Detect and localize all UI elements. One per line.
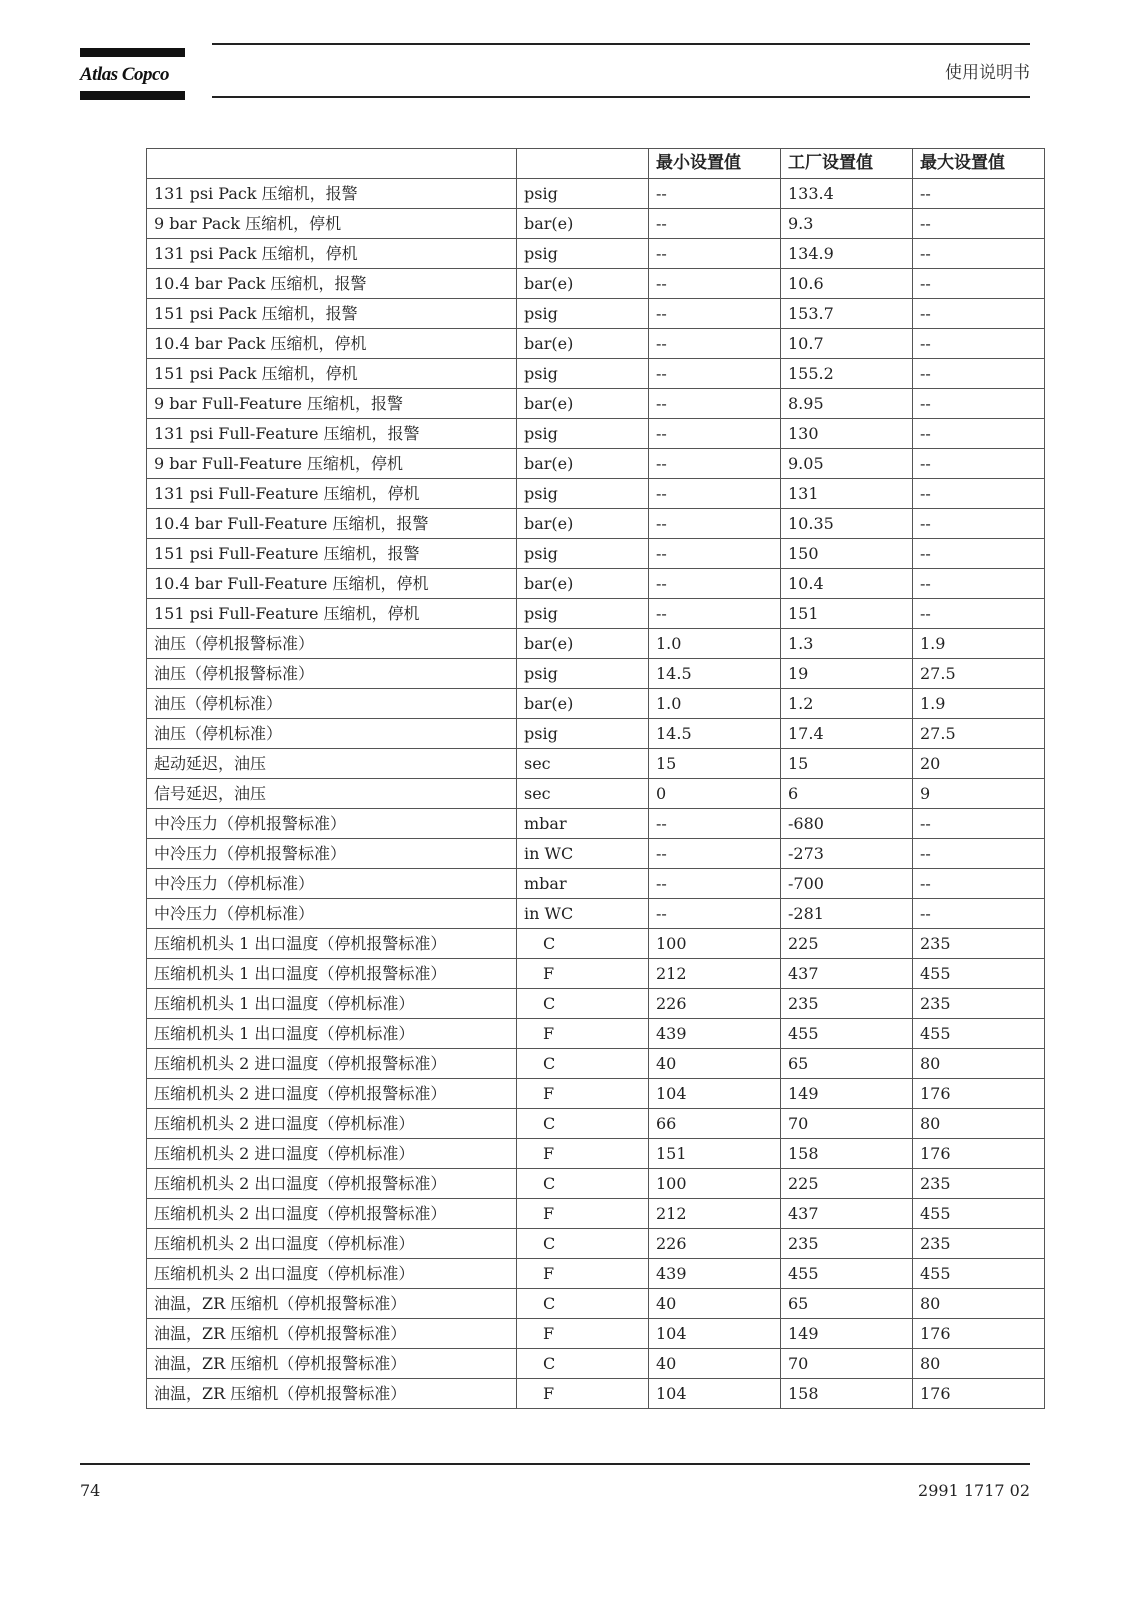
cell-min: 40 bbox=[649, 1349, 781, 1379]
table-row bbox=[147, 1049, 1045, 1079]
cell-factory: 437 bbox=[781, 959, 913, 989]
cell-unit: sec bbox=[517, 779, 649, 809]
cell-min: 14.5 bbox=[649, 659, 781, 689]
cell-max: 176 bbox=[913, 1139, 1045, 1169]
cell-min: -- bbox=[649, 329, 781, 359]
cell-max: -- bbox=[913, 389, 1045, 419]
cell-parameter: 中冷压力（停机报警标准） bbox=[147, 839, 517, 869]
cell-min: -- bbox=[649, 269, 781, 299]
cell-max: -- bbox=[913, 419, 1045, 449]
cell-max: -- bbox=[913, 329, 1045, 359]
cell-unit: F bbox=[517, 1259, 649, 1289]
cell-unit: psig bbox=[517, 599, 649, 629]
cell-unit: psig bbox=[517, 479, 649, 509]
table-row bbox=[147, 779, 1045, 809]
cell-max: -- bbox=[913, 209, 1045, 239]
cell-min: 226 bbox=[649, 989, 781, 1019]
cell-unit: C bbox=[517, 1049, 649, 1079]
cell-unit: psig bbox=[517, 179, 649, 209]
table-row bbox=[147, 899, 1045, 929]
cell-factory: 1.3 bbox=[781, 629, 913, 659]
logo-bar-top bbox=[80, 48, 185, 57]
cell-unit: C bbox=[517, 1109, 649, 1139]
table-row bbox=[147, 269, 1045, 299]
cell-parameter: 9 bar Full-Feature 压缩机，报警 bbox=[147, 389, 517, 419]
cell-min: -- bbox=[649, 299, 781, 329]
cell-factory: 155.2 bbox=[781, 359, 913, 389]
cell-max: -- bbox=[913, 869, 1045, 899]
cell-max: -- bbox=[913, 479, 1045, 509]
cell-parameter: 压缩机机头 2 进口温度（停机标准） bbox=[147, 1109, 517, 1139]
cell-unit: mbar bbox=[517, 869, 649, 899]
cell-max: -- bbox=[913, 359, 1045, 389]
header-rule-bottom bbox=[212, 96, 1030, 98]
cell-unit: bar(e) bbox=[517, 509, 649, 539]
cell-factory: -700 bbox=[781, 869, 913, 899]
cell-unit: bar(e) bbox=[517, 689, 649, 719]
cell-unit: C bbox=[517, 1229, 649, 1259]
cell-max: 27.5 bbox=[913, 719, 1045, 749]
cell-unit: C bbox=[517, 929, 649, 959]
cell-unit: C bbox=[517, 1349, 649, 1379]
table-row bbox=[147, 449, 1045, 479]
cell-min: -- bbox=[649, 539, 781, 569]
table-row bbox=[147, 1229, 1045, 1259]
cell-min: -- bbox=[649, 179, 781, 209]
cell-max: 176 bbox=[913, 1079, 1045, 1109]
table-row bbox=[147, 509, 1045, 539]
logo-wordmark: Atlas Copco bbox=[80, 64, 169, 85]
cell-max: 1.9 bbox=[913, 629, 1045, 659]
cell-unit: C bbox=[517, 1289, 649, 1319]
cell-min: -- bbox=[649, 809, 781, 839]
table-row bbox=[147, 1379, 1045, 1409]
cell-max: -- bbox=[913, 509, 1045, 539]
cell-min: -- bbox=[649, 239, 781, 269]
header-parameter bbox=[147, 149, 517, 179]
table-row bbox=[147, 539, 1045, 569]
cell-max: 27.5 bbox=[913, 659, 1045, 689]
cell-factory: 10.7 bbox=[781, 329, 913, 359]
cell-unit: in WC bbox=[517, 899, 649, 929]
cell-parameter: 压缩机机头 1 出口温度（停机报警标准） bbox=[147, 929, 517, 959]
cell-parameter: 151 psi Pack 压缩机，停机 bbox=[147, 359, 517, 389]
cell-unit: C bbox=[517, 989, 649, 1019]
cell-min: 100 bbox=[649, 929, 781, 959]
table-row bbox=[147, 479, 1045, 509]
cell-max: 455 bbox=[913, 1019, 1045, 1049]
cell-parameter: 油温，ZR 压缩机（停机报警标准） bbox=[147, 1289, 517, 1319]
cell-min: -- bbox=[649, 839, 781, 869]
table-row bbox=[147, 1139, 1045, 1169]
table-row bbox=[147, 1019, 1045, 1049]
cell-max: 80 bbox=[913, 1049, 1045, 1079]
cell-max: 235 bbox=[913, 1169, 1045, 1199]
table-row bbox=[147, 209, 1045, 239]
header-min-setting: 最小设置值 bbox=[649, 149, 781, 179]
page-number: 74 bbox=[80, 1481, 101, 1500]
cell-factory: 8.95 bbox=[781, 389, 913, 419]
table-row bbox=[147, 929, 1045, 959]
cell-min: 1.0 bbox=[649, 689, 781, 719]
cell-factory: 133.4 bbox=[781, 179, 913, 209]
cell-unit: bar(e) bbox=[517, 569, 649, 599]
cell-unit: psig bbox=[517, 239, 649, 269]
table-row bbox=[147, 599, 1045, 629]
cell-factory: 15 bbox=[781, 749, 913, 779]
cell-min: 212 bbox=[649, 959, 781, 989]
table-row bbox=[147, 1079, 1045, 1109]
table-row bbox=[147, 959, 1045, 989]
cell-min: 15 bbox=[649, 749, 781, 779]
cell-min: -- bbox=[649, 209, 781, 239]
document-number: 2991 1717 02 bbox=[918, 1481, 1030, 1500]
cell-unit: psig bbox=[517, 719, 649, 749]
table-row bbox=[147, 389, 1045, 419]
cell-max: 235 bbox=[913, 989, 1045, 1019]
cell-max: 80 bbox=[913, 1109, 1045, 1139]
cell-parameter: 压缩机机头 2 出口温度（停机报警标准） bbox=[147, 1199, 517, 1229]
cell-max: -- bbox=[913, 449, 1045, 479]
cell-factory: 134.9 bbox=[781, 239, 913, 269]
cell-max: 455 bbox=[913, 1199, 1045, 1229]
cell-min: 1.0 bbox=[649, 629, 781, 659]
cell-unit: sec bbox=[517, 749, 649, 779]
cell-factory: 149 bbox=[781, 1319, 913, 1349]
cell-parameter: 中冷压力（停机标准） bbox=[147, 899, 517, 929]
cell-min: 104 bbox=[649, 1379, 781, 1409]
cell-parameter: 压缩机机头 2 进口温度（停机标准） bbox=[147, 1139, 517, 1169]
cell-parameter: 131 psi Full-Feature 压缩机，报警 bbox=[147, 419, 517, 449]
cell-min: -- bbox=[649, 509, 781, 539]
cell-min: 0 bbox=[649, 779, 781, 809]
table-header-row bbox=[147, 149, 1045, 179]
cell-factory: 149 bbox=[781, 1079, 913, 1109]
table-row bbox=[147, 719, 1045, 749]
cell-factory: 9.05 bbox=[781, 449, 913, 479]
cell-min: 439 bbox=[649, 1259, 781, 1289]
cell-factory: 437 bbox=[781, 1199, 913, 1229]
cell-min: -- bbox=[649, 359, 781, 389]
cell-factory: 235 bbox=[781, 989, 913, 1019]
cell-parameter: 压缩机机头 1 出口温度（停机报警标准） bbox=[147, 959, 517, 989]
cell-min: 104 bbox=[649, 1319, 781, 1349]
cell-parameter: 9 bar Full-Feature 压缩机，停机 bbox=[147, 449, 517, 479]
cell-unit: in WC bbox=[517, 839, 649, 869]
cell-factory: 70 bbox=[781, 1109, 913, 1139]
cell-factory: 65 bbox=[781, 1289, 913, 1319]
cell-parameter: 压缩机机头 2 进口温度（停机报警标准） bbox=[147, 1049, 517, 1079]
cell-min: 100 bbox=[649, 1169, 781, 1199]
cell-parameter: 10.4 bar Pack 压缩机，停机 bbox=[147, 329, 517, 359]
cell-min: 439 bbox=[649, 1019, 781, 1049]
cell-parameter: 油温，ZR 压缩机（停机报警标准） bbox=[147, 1379, 517, 1409]
cell-parameter: 油压（停机标准） bbox=[147, 719, 517, 749]
cell-parameter: 中冷压力（停机报警标准） bbox=[147, 809, 517, 839]
cell-min: 226 bbox=[649, 1229, 781, 1259]
cell-unit: F bbox=[517, 1319, 649, 1349]
cell-min: 104 bbox=[649, 1079, 781, 1109]
cell-min: 151 bbox=[649, 1139, 781, 1169]
cell-parameter: 131 psi Pack 压缩机，停机 bbox=[147, 239, 517, 269]
cell-parameter: 151 psi Full-Feature 压缩机，报警 bbox=[147, 539, 517, 569]
cell-min: 40 bbox=[649, 1289, 781, 1319]
table-row bbox=[147, 989, 1045, 1019]
cell-max: -- bbox=[913, 179, 1045, 209]
cell-parameter: 信号延迟，油压 bbox=[147, 779, 517, 809]
cell-max: -- bbox=[913, 599, 1045, 629]
cell-min: -- bbox=[649, 419, 781, 449]
cell-unit: bar(e) bbox=[517, 449, 649, 479]
cell-parameter: 起动延迟，油压 bbox=[147, 749, 517, 779]
cell-parameter: 10.4 bar Full-Feature 压缩机，报警 bbox=[147, 509, 517, 539]
cell-factory: 150 bbox=[781, 539, 913, 569]
cell-max: -- bbox=[913, 299, 1045, 329]
cell-unit: bar(e) bbox=[517, 629, 649, 659]
cell-unit: mbar bbox=[517, 809, 649, 839]
cell-factory: 153.7 bbox=[781, 299, 913, 329]
cell-unit: F bbox=[517, 1139, 649, 1169]
cell-max: 1.9 bbox=[913, 689, 1045, 719]
header-factory-setting: 工厂设置值 bbox=[781, 149, 913, 179]
cell-parameter: 压缩机机头 1 出口温度（停机标准） bbox=[147, 1019, 517, 1049]
table-row bbox=[147, 419, 1045, 449]
cell-unit: F bbox=[517, 959, 649, 989]
cell-unit: bar(e) bbox=[517, 209, 649, 239]
table-row bbox=[147, 869, 1045, 899]
cell-parameter: 压缩机机头 2 出口温度（停机标准） bbox=[147, 1229, 517, 1259]
header-max-setting: 最大设置值 bbox=[913, 149, 1045, 179]
cell-parameter: 油压（停机报警标准） bbox=[147, 629, 517, 659]
cell-min: 14.5 bbox=[649, 719, 781, 749]
cell-factory: 70 bbox=[781, 1349, 913, 1379]
cell-factory: 455 bbox=[781, 1259, 913, 1289]
table-row bbox=[147, 1289, 1045, 1319]
cell-max: -- bbox=[913, 839, 1045, 869]
cell-max: 20 bbox=[913, 749, 1045, 779]
table-row bbox=[147, 1199, 1045, 1229]
settings-table bbox=[146, 148, 1045, 1409]
cell-parameter: 9 bar Pack 压缩机，停机 bbox=[147, 209, 517, 239]
table-row bbox=[147, 1349, 1045, 1379]
atlas-copco-logo bbox=[80, 48, 185, 100]
cell-factory: 10.35 bbox=[781, 509, 913, 539]
cell-max: 9 bbox=[913, 779, 1045, 809]
cell-unit: F bbox=[517, 1199, 649, 1229]
cell-unit: bar(e) bbox=[517, 389, 649, 419]
table-row bbox=[147, 329, 1045, 359]
cell-factory: -273 bbox=[781, 839, 913, 869]
cell-factory: 130 bbox=[781, 419, 913, 449]
cell-unit: bar(e) bbox=[517, 269, 649, 299]
cell-max: 235 bbox=[913, 929, 1045, 959]
cell-max: -- bbox=[913, 809, 1045, 839]
cell-factory: 455 bbox=[781, 1019, 913, 1049]
cell-factory: 225 bbox=[781, 929, 913, 959]
cell-max: -- bbox=[913, 569, 1045, 599]
table-row bbox=[147, 629, 1045, 659]
cell-max: 80 bbox=[913, 1349, 1045, 1379]
cell-parameter: 131 psi Pack 压缩机，报警 bbox=[147, 179, 517, 209]
cell-max: -- bbox=[913, 539, 1045, 569]
cell-unit: F bbox=[517, 1379, 649, 1409]
cell-parameter: 151 psi Pack 压缩机，报警 bbox=[147, 299, 517, 329]
table-row bbox=[147, 659, 1045, 689]
cell-parameter: 油温，ZR 压缩机（停机报警标准） bbox=[147, 1349, 517, 1379]
cell-parameter: 油温，ZR 压缩机（停机报警标准） bbox=[147, 1319, 517, 1349]
cell-max: -- bbox=[913, 899, 1045, 929]
cell-max: 455 bbox=[913, 959, 1045, 989]
cell-max: -- bbox=[913, 269, 1045, 299]
cell-factory: 151 bbox=[781, 599, 913, 629]
cell-min: -- bbox=[649, 389, 781, 419]
cell-factory: -680 bbox=[781, 809, 913, 839]
cell-parameter: 131 psi Full-Feature 压缩机，停机 bbox=[147, 479, 517, 509]
table-row bbox=[147, 1259, 1045, 1289]
cell-parameter: 10.4 bar Pack 压缩机，报警 bbox=[147, 269, 517, 299]
cell-min: -- bbox=[649, 479, 781, 509]
cell-unit: psig bbox=[517, 359, 649, 389]
cell-unit: psig bbox=[517, 419, 649, 449]
cell-factory: 17.4 bbox=[781, 719, 913, 749]
cell-factory: 10.6 bbox=[781, 269, 913, 299]
cell-parameter: 压缩机机头 2 出口温度（停机报警标准） bbox=[147, 1169, 517, 1199]
cell-factory: 1.2 bbox=[781, 689, 913, 719]
table-row bbox=[147, 839, 1045, 869]
cell-factory: 158 bbox=[781, 1379, 913, 1409]
cell-max: 235 bbox=[913, 1229, 1045, 1259]
cell-parameter: 151 psi Full-Feature 压缩机，停机 bbox=[147, 599, 517, 629]
cell-parameter: 油压（停机标准） bbox=[147, 689, 517, 719]
table-row bbox=[147, 1319, 1045, 1349]
cell-max: 176 bbox=[913, 1319, 1045, 1349]
cell-max: 80 bbox=[913, 1289, 1045, 1319]
table-row bbox=[147, 239, 1045, 269]
cell-max: -- bbox=[913, 239, 1045, 269]
table-row bbox=[147, 809, 1045, 839]
cell-min: -- bbox=[649, 899, 781, 929]
cell-min: 212 bbox=[649, 1199, 781, 1229]
cell-min: 66 bbox=[649, 1109, 781, 1139]
footer-rule bbox=[80, 1463, 1030, 1465]
cell-parameter: 10.4 bar Full-Feature 压缩机，停机 bbox=[147, 569, 517, 599]
cell-min: -- bbox=[649, 569, 781, 599]
cell-factory: 225 bbox=[781, 1169, 913, 1199]
cell-unit: C bbox=[517, 1169, 649, 1199]
cell-factory: 6 bbox=[781, 779, 913, 809]
cell-parameter: 压缩机机头 2 出口温度（停机标准） bbox=[147, 1259, 517, 1289]
cell-unit: F bbox=[517, 1079, 649, 1109]
table-row bbox=[147, 749, 1045, 779]
cell-factory: 131 bbox=[781, 479, 913, 509]
cell-factory: 9.3 bbox=[781, 209, 913, 239]
cell-unit: psig bbox=[517, 539, 649, 569]
logo-bar-bottom bbox=[80, 91, 185, 100]
cell-unit: psig bbox=[517, 659, 649, 689]
cell-factory: 10.4 bbox=[781, 569, 913, 599]
cell-parameter: 油压（停机报警标准） bbox=[147, 659, 517, 689]
cell-factory: -281 bbox=[781, 899, 913, 929]
cell-factory: 19 bbox=[781, 659, 913, 689]
header-rule-top bbox=[212, 43, 1030, 45]
table-body bbox=[147, 179, 1045, 1409]
cell-factory: 235 bbox=[781, 1229, 913, 1259]
table-row bbox=[147, 569, 1045, 599]
cell-min: -- bbox=[649, 869, 781, 899]
cell-unit: bar(e) bbox=[517, 329, 649, 359]
cell-factory: 65 bbox=[781, 1049, 913, 1079]
table-row bbox=[147, 179, 1045, 209]
cell-parameter: 压缩机机头 1 出口温度（停机标准） bbox=[147, 989, 517, 1019]
cell-factory: 158 bbox=[781, 1139, 913, 1169]
cell-max: 455 bbox=[913, 1259, 1045, 1289]
cell-min: 40 bbox=[649, 1049, 781, 1079]
cell-unit: F bbox=[517, 1019, 649, 1049]
table-row bbox=[147, 689, 1045, 719]
cell-parameter: 中冷压力（停机标准） bbox=[147, 869, 517, 899]
document-title: 使用说明书 bbox=[945, 63, 1030, 83]
cell-parameter: 压缩机机头 2 进口温度（停机报警标准） bbox=[147, 1079, 517, 1109]
cell-unit: psig bbox=[517, 299, 649, 329]
cell-min: -- bbox=[649, 449, 781, 479]
header-unit bbox=[517, 149, 649, 179]
table-row bbox=[147, 359, 1045, 389]
table-row bbox=[147, 1109, 1045, 1139]
table-row bbox=[147, 1169, 1045, 1199]
table-row bbox=[147, 299, 1045, 329]
cell-min: -- bbox=[649, 599, 781, 629]
cell-max: 176 bbox=[913, 1379, 1045, 1409]
